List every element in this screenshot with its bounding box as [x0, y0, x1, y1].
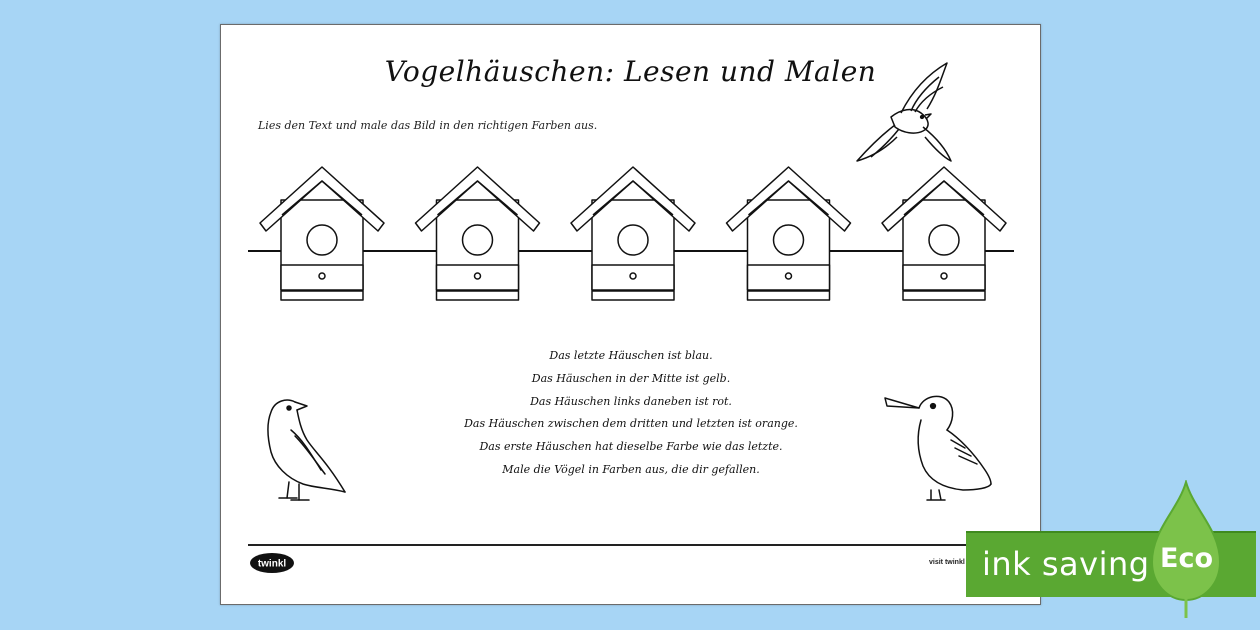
instruction-line: Male die Vögel in Farben aus, die dir gefallen. [502, 462, 760, 476]
twinkl-logo-text: twinkl [257, 558, 287, 570]
footer-divider [248, 544, 1013, 546]
birdhouse [416, 167, 540, 300]
twinkl-logo [249, 552, 295, 574]
worksheet-title: Vogelhäuschen: Lesen und Malen [384, 55, 877, 88]
instruction-line: Das letzte Häuschen ist blau. [549, 349, 713, 362]
kingfisher-illustration [881, 390, 996, 505]
birdhouse [727, 167, 851, 300]
ink-saving-label: ink saving [982, 545, 1150, 583]
instruction-line: Das erste Häuschen hat dieselbe Farbe wie das letzte. [479, 440, 783, 454]
instruction-lines [421, 345, 841, 482]
birdhouse-row [221, 25, 1041, 325]
birdhouse [260, 167, 384, 300]
instruction-text: Lies den Text und male das Bild in den richtigen Farben aus. [258, 119, 598, 132]
perched-bird-left-illustration [251, 390, 351, 505]
instruction-line: Das Häuschen zwischen dem dritten und letzten ist orange. [464, 417, 798, 431]
eco-word: Eco [1160, 543, 1213, 574]
worksheet-page [220, 24, 1041, 605]
instruction-line: Das Häuschen links daneben ist rot. [530, 394, 732, 408]
instruction-line: Das Häuschen in der Mitte ist gelb. [531, 371, 731, 385]
birdhouse [571, 167, 695, 300]
visit-link-text: visit twinkl [929, 559, 965, 566]
birdhouse [882, 167, 1006, 300]
